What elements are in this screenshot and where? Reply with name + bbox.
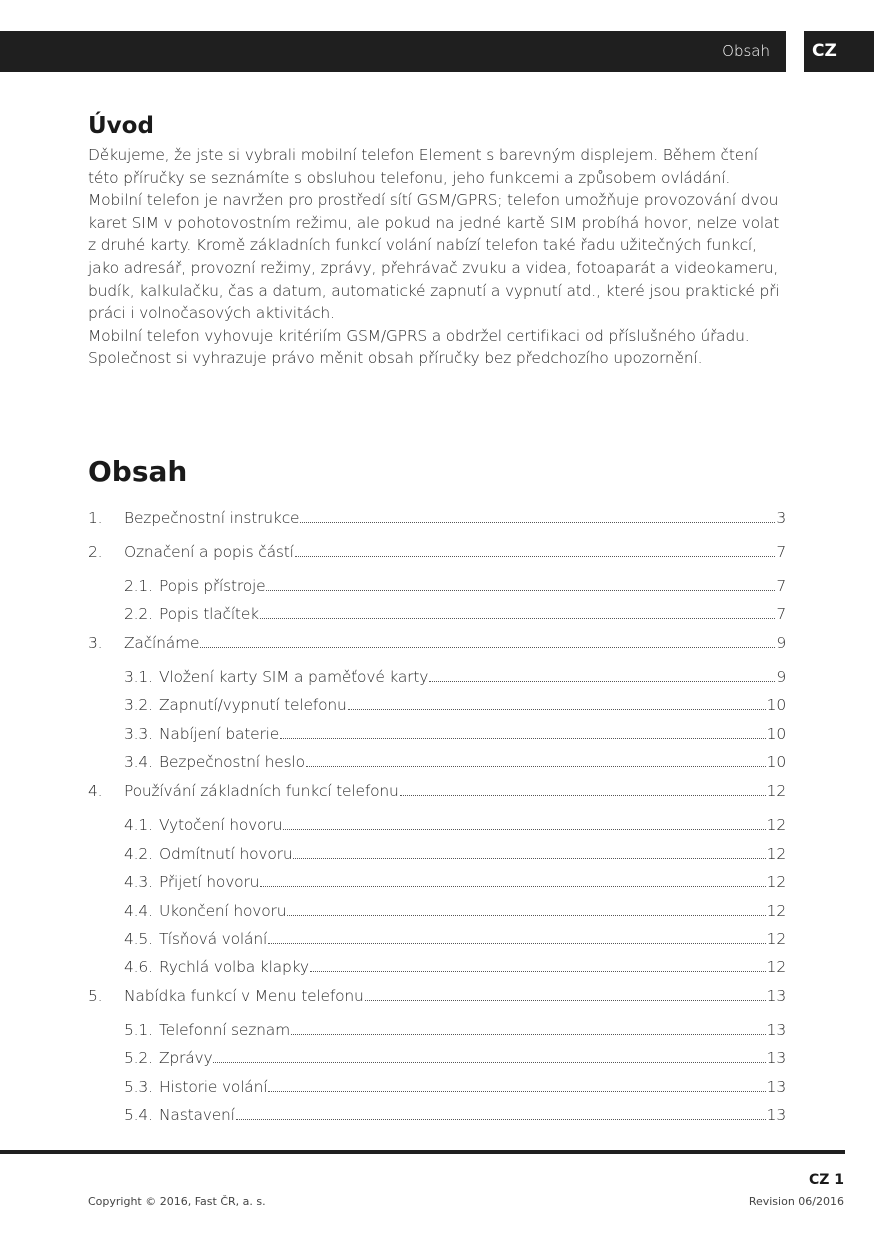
toc-entry[interactable] — [124, 1102, 786, 1124]
toc-leader-dots — [287, 914, 765, 916]
toc-entry[interactable] — [88, 539, 786, 561]
toc-entry-page: 13 — [766, 987, 786, 1005]
toc-entry-title: Označení a popis částí — [124, 543, 294, 561]
intro-body — [88, 144, 788, 370]
toc-entry[interactable] — [124, 721, 786, 743]
header-bar — [0, 31, 786, 72]
toc-heading: Obsah — [88, 455, 188, 488]
toc-entry-page: 7 — [776, 577, 786, 595]
toc-entry-page: 13 — [766, 1049, 786, 1067]
toc-entry[interactable] — [124, 1045, 786, 1067]
toc-entry-page: 12 — [766, 845, 786, 863]
intro-heading: Úvod — [88, 113, 154, 139]
toc-entry-title: Tísňová volání — [159, 930, 268, 948]
intro-paragraph: Děkujeme, že jste si vybrali mobilní telefon Element s barevným displejem. Během čtení této příručky se seznámíte s obsluhou telefonu, jeho funkcemi a způsobem ovládání. — [88, 146, 758, 187]
toc-leader-dots — [266, 589, 775, 591]
intro-paragraph: Mobilní telefon vyhovuje kritériím GSM/GPRS a obdržel certifikaci od příslušného úřadu. — [88, 326, 750, 345]
toc-entry-title: Používání základních funkcí telefonu — [124, 782, 399, 800]
toc-entry-page: 12 — [766, 902, 786, 920]
toc-entry-title: Zapnutí/vypnutí telefonu — [159, 696, 347, 714]
toc-entry[interactable] — [124, 601, 786, 623]
toc-leader-dots — [293, 857, 765, 859]
intro-paragraph: Mobilní telefon je navržen pro prostředí sítí GSM/GPRS; telefon umožňuje provozování dvou karet SIM v pohotovostním režimu, ale pokud na jedné kartě SIM probíhá hovor, nelze volat z druhé karty. Kromě základních funkcí volání nabízí telefon také řadu užitečných funkcí, jako adresář, provozní režimy, zprávy, přehrávač zvuku a videa, fotoaparát a videokameru, budík, kalkulačku, čas a datum, automatické zapnutí a vypnutí atd., které jsou praktické při práci i volnočasových aktivitách. — [88, 191, 780, 323]
toc-entry-page: 10 — [766, 725, 786, 743]
toc-entry[interactable] — [124, 926, 786, 948]
toc-leader-dots — [295, 555, 776, 557]
toc-entry-number: 2. — [88, 543, 103, 561]
toc-entry-number: 2.2. — [124, 605, 153, 623]
toc-entry-title: Telefonní seznam — [159, 1021, 291, 1039]
toc-leader-dots — [306, 765, 766, 767]
toc-entry-page: 12 — [766, 873, 786, 891]
toc-leader-dots — [213, 1061, 765, 1063]
toc-entry-page: 3 — [776, 509, 786, 527]
toc-entry-number: 5.2. — [124, 1049, 153, 1067]
toc-leader-dots — [300, 521, 775, 523]
toc-entry-title: Začínáme — [124, 634, 200, 652]
intro-paragraph: Společnost si vyhrazuje právo měnit obsah příručky bez předchozího upozornění. — [88, 349, 703, 368]
toc-entry-number: 4.3. — [124, 873, 153, 891]
language-badge: CZ — [804, 31, 874, 72]
toc-entry-page: 13 — [766, 1078, 786, 1096]
toc-leader-dots — [200, 646, 775, 648]
toc-entry[interactable] — [124, 692, 786, 714]
toc-entry-number: 5.1. — [124, 1021, 153, 1039]
toc-entry-title: Vložení karty SIM a paměťové karty — [159, 668, 429, 686]
toc-entry-number: 3. — [88, 634, 103, 652]
toc-entry-title: Historie volání — [159, 1078, 268, 1096]
toc-leader-dots — [291, 1033, 766, 1035]
toc-entry-title: Přijetí hovoru — [159, 873, 260, 891]
toc-entry-title: Odmítnutí hovoru — [159, 845, 293, 863]
toc-entry-number: 4.5. — [124, 930, 153, 948]
toc-entry[interactable] — [124, 1017, 786, 1039]
toc-entry-number: 3.2. — [124, 696, 153, 714]
toc-entry-number: 3.1. — [124, 668, 153, 686]
toc-entry-number: 5.3. — [124, 1078, 153, 1096]
toc-entry-page: 9 — [776, 668, 786, 686]
toc-leader-dots — [348, 708, 766, 710]
toc-entry-number: 4.1. — [124, 816, 153, 834]
toc-entry-page: 7 — [776, 543, 786, 561]
toc-entry-title: Nabídka funkcí v Menu telefonu — [124, 987, 364, 1005]
toc-entry-number: 4.6. — [124, 958, 153, 976]
toc-entry[interactable] — [124, 1074, 786, 1096]
toc-entry-page: 10 — [766, 753, 786, 771]
toc-entry-page: 10 — [766, 696, 786, 714]
toc-entry-title: Nastavení — [159, 1106, 235, 1124]
toc-entry[interactable] — [124, 749, 786, 771]
toc-entry-number: 4.2. — [124, 845, 153, 863]
toc-entry[interactable] — [124, 898, 786, 920]
toc-leader-dots — [400, 794, 766, 796]
footer-rule — [0, 1150, 845, 1154]
toc-entry-page: 9 — [776, 634, 786, 652]
toc-entry[interactable] — [124, 869, 786, 891]
toc-entry-title: Rychlá volba klapky — [159, 958, 309, 976]
copyright-notice: Copyright © 2016, Fast ČR, a. s. — [88, 1195, 266, 1208]
toc-entry-page: 12 — [766, 782, 786, 800]
toc-entry-page: 12 — [766, 816, 786, 834]
toc-entry-title: Ukončení hovoru — [159, 902, 287, 920]
toc-entry-title: Bezpečnostní heslo — [159, 753, 305, 771]
toc-entry[interactable] — [124, 664, 786, 686]
page-number: CZ 1 — [808, 1172, 844, 1188]
toc-entry-number: 3.4. — [124, 753, 153, 771]
toc-leader-dots — [310, 970, 766, 972]
toc-entry-number: 5. — [88, 987, 103, 1005]
toc-leader-dots — [365, 999, 766, 1001]
toc-leader-dots — [236, 1118, 766, 1120]
revision-label: Revision 06/2016 — [748, 1195, 844, 1208]
toc-leader-dots — [260, 617, 775, 619]
toc-entry-page: 13 — [766, 1106, 786, 1124]
section-title: Obsah — [722, 42, 770, 60]
toc-entry-title: Popis tlačítek — [159, 605, 259, 623]
toc-leader-dots — [280, 737, 766, 739]
toc-leader-dots — [268, 1090, 765, 1092]
toc-entry-title: Vytočení hovoru — [159, 816, 283, 834]
toc-entry-title: Bezpečnostní instrukce — [124, 509, 300, 527]
toc-entry[interactable] — [88, 505, 786, 527]
toc-entry-title: Popis přístroje — [159, 577, 266, 595]
toc-entry-number: 4. — [88, 782, 103, 800]
toc-entry[interactable] — [124, 812, 786, 834]
toc-entry-number: 2.1. — [124, 577, 153, 595]
toc-entry-number: 3.3. — [124, 725, 153, 743]
toc-leader-dots — [268, 942, 766, 944]
toc-entry[interactable] — [88, 630, 786, 652]
toc-entry-page: 7 — [776, 605, 786, 623]
toc-entry[interactable] — [124, 573, 786, 595]
toc-entry[interactable] — [88, 983, 786, 1005]
toc-entry-title: Zprávy — [159, 1049, 213, 1067]
toc-entry-number: 5.4. — [124, 1106, 153, 1124]
toc-leader-dots — [429, 680, 775, 682]
toc-entry[interactable] — [88, 778, 786, 800]
toc-entry-page: 12 — [766, 930, 786, 948]
toc-leader-dots — [283, 828, 765, 830]
toc-entry[interactable] — [124, 954, 786, 976]
toc-entry-number: 1. — [88, 509, 103, 527]
toc-entry[interactable] — [124, 841, 786, 863]
toc-entry-page: 12 — [766, 958, 786, 976]
toc-entry-number: 4.4. — [124, 902, 153, 920]
toc-entry-title: Nabíjení baterie — [159, 725, 280, 743]
toc-entry-page: 13 — [766, 1021, 786, 1039]
toc-leader-dots — [260, 885, 765, 887]
